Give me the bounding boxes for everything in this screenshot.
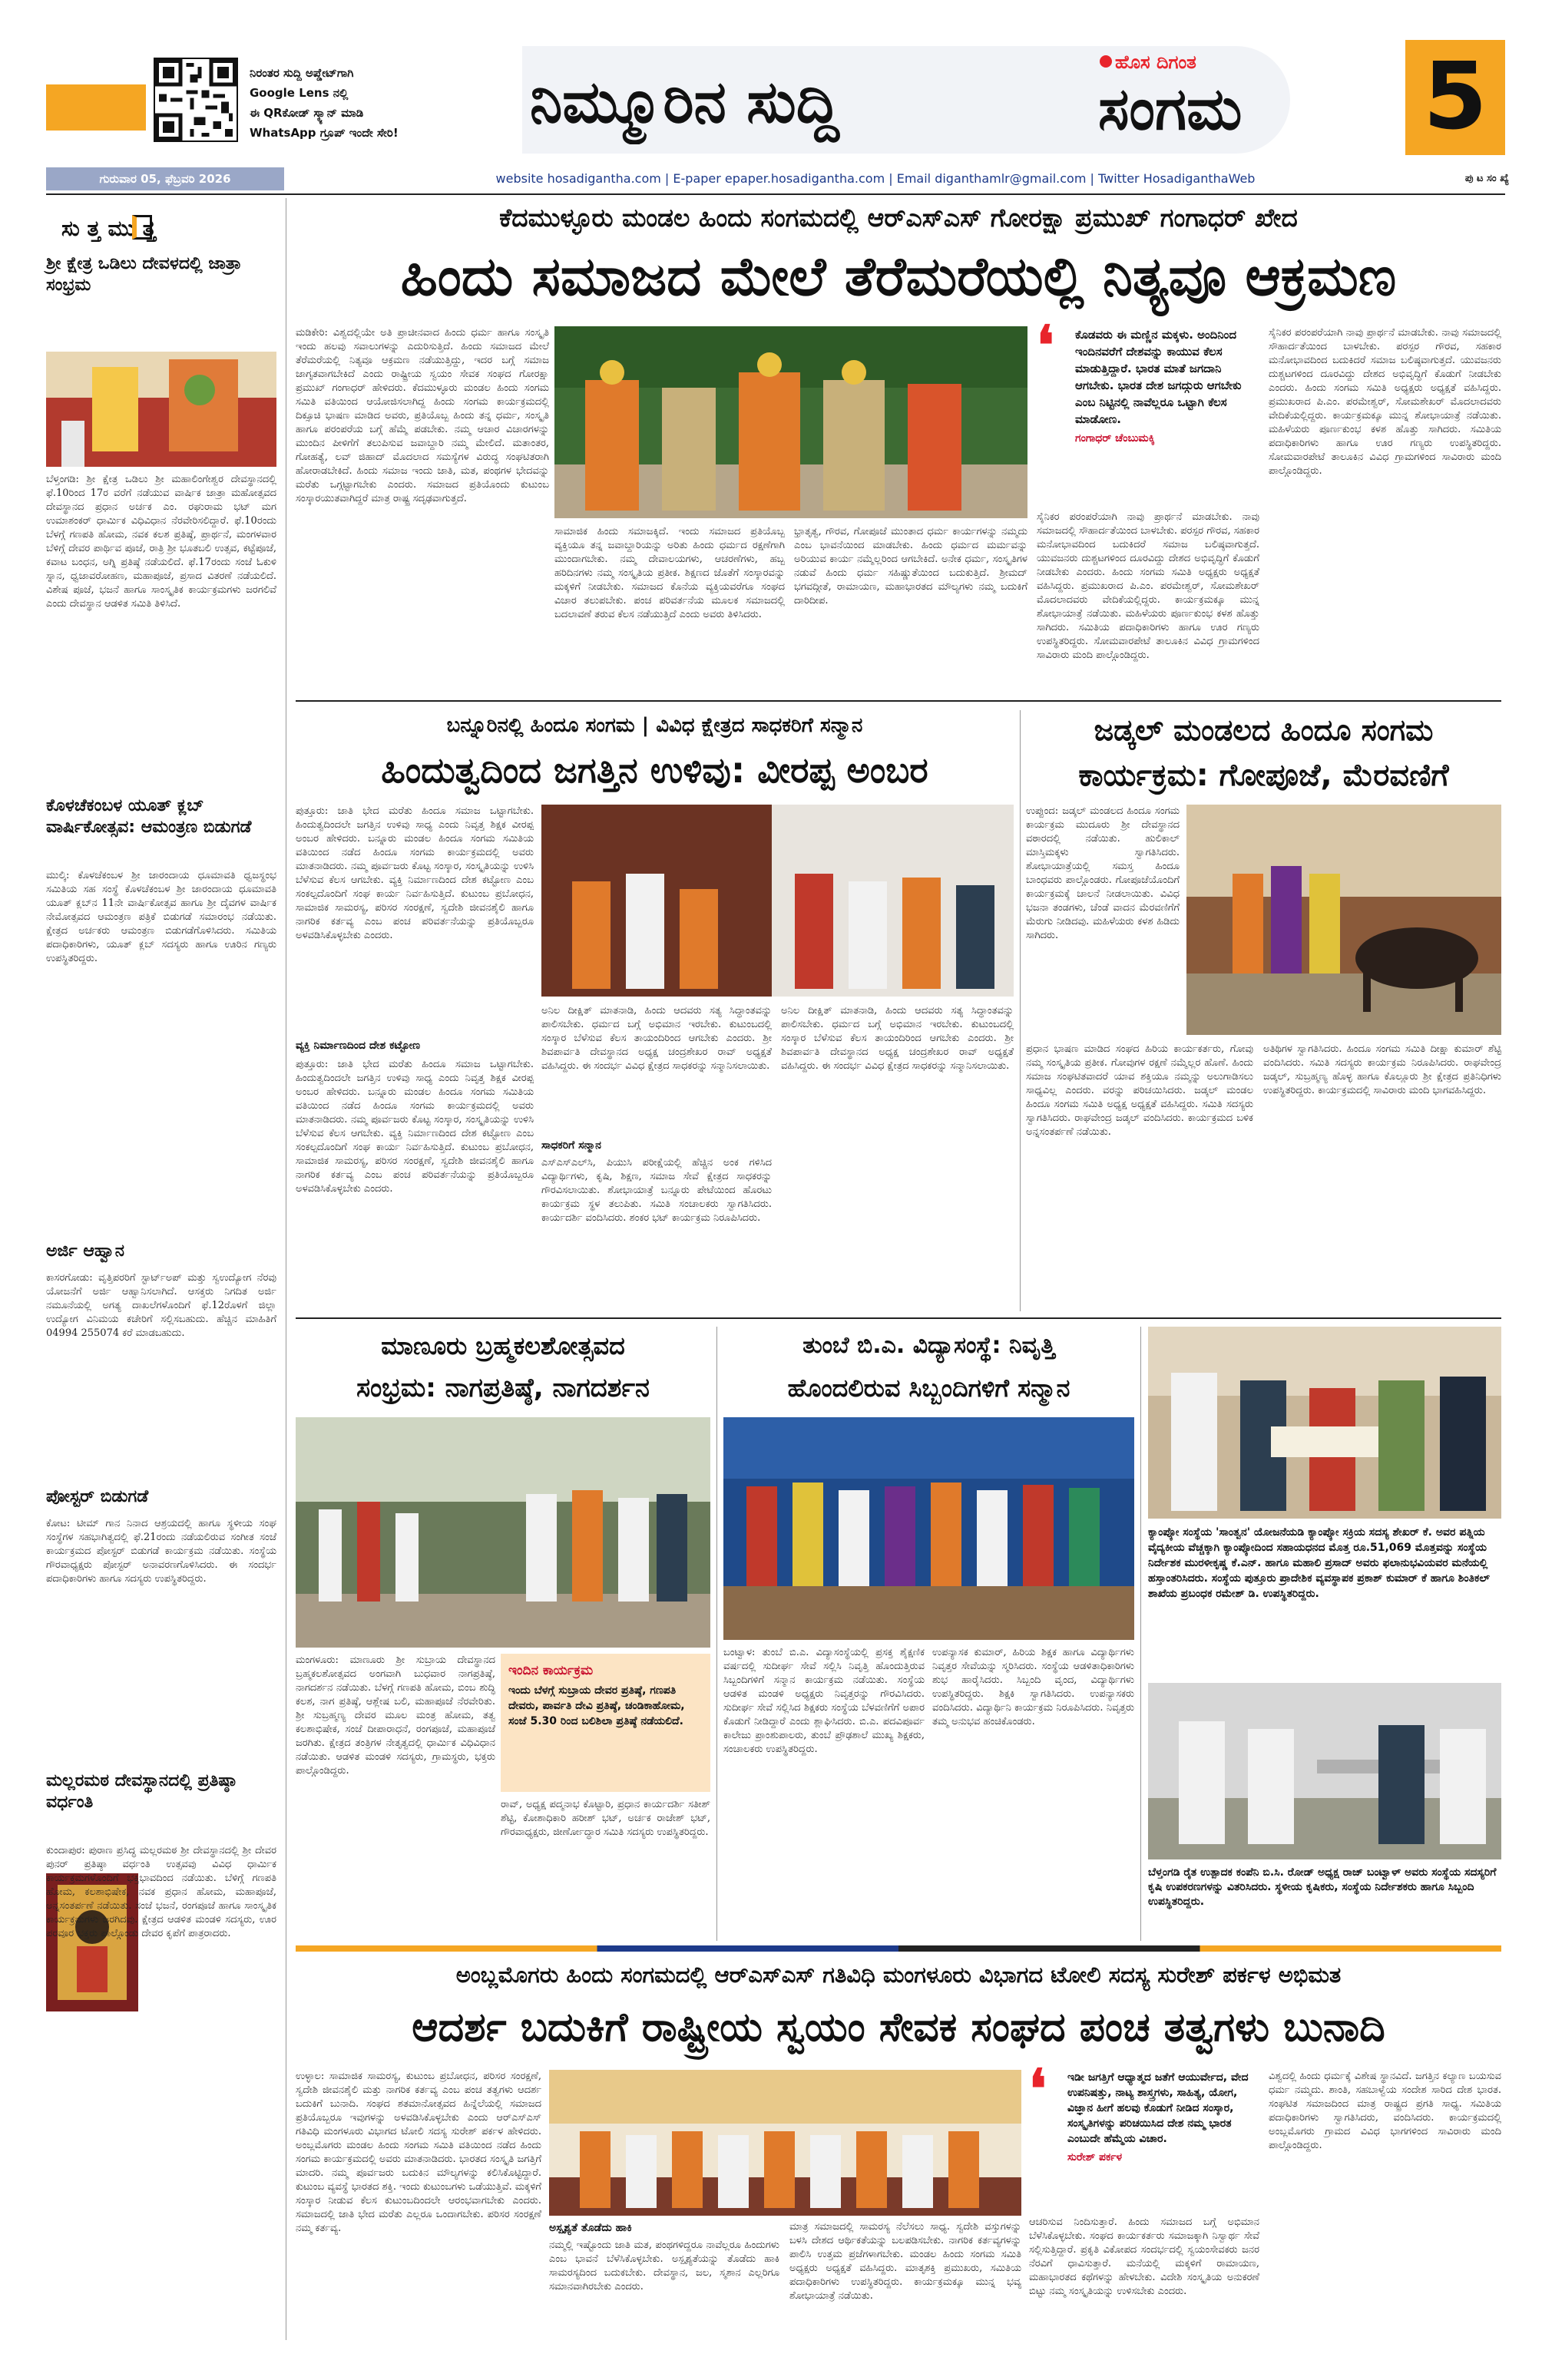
story5-body2: ಉಪನ್ಯಾಸಕ ಕುಮಾರ್, ಹಿರಿಯ ಶಿಕ್ಷಕ ಹಾಗೂ ವಿದ್ಯಾರ್ಥಿಗಳು ನಿವೃತ್ತರ ಸೇವೆಯನ್ನು ಸ್ಮರಿಸಿದರು. ಸಂಸ್ಥೆಯ ಆಡಳಿತಾಧಿಕಾರಿಗಳು ಶುಭ ಹಾರೈಸಿದರು. ಸಿಬ್ಬಂದಿ ವೃಂದ, ವಿದ್ಯಾರ್ಥಿಗಳು ಉಪಸ್ಥಿತರಿದ್ದರು. ಶಿಕ್ಷಕಿ ಸ್ವಾಗತಿಸಿದರು. ಉಪನ್ಯಾಸಕರು ವಂದಿಸಿದರು. ವಿದ್ಯಾರ್ಥಿನಿ ಕಾರ್ಯಕ್ರಮ ನಿರೂಪಿಸಿದರು. ನಿವೃತ್ತರು ತಮ್ಮ ಅನುಭವ ಹಂಚಿಕೊಂಡರು. bbox=[932, 1647, 1134, 1727]
lead-quote-box bbox=[1037, 313, 1259, 503]
story3-kicker: ಜಡ್ಕಲ್ ಮಂಡಲದ ಹಿಂದೂ ಸಂಗಮ bbox=[1094, 713, 1434, 747]
story2-headline: ಹಿಂದುತ್ವದಿಂದ ಜಗತ್ತಿನ ಉಳಿವು: ವೀರಪ್ಪ ಅಂಬರ bbox=[381, 749, 928, 791]
story2-body3-cont: ಅನಿಲ ದೀಕ್ಷಿತ್ ಮಾತನಾಡಿ, ಹಿಂದು ಆದವರು ಸತ್ಯ ಸಿದ್ಧಾಂತವನ್ನು ಪಾಲಿಸಬೇಕು. ಧರ್ಮದ ಬಗ್ಗೆ ಅಭಿಮಾನ ಇರಬೇಕು. ಕುಟುಂಬದಲ್ಲಿ ಸಂಸ್ಕಾರ ಬೆಳೆಸುವ ಕೆಲಸ ತಾಯಂದಿರಿಂದ ಆಗಬೇಕು ಎಂದರು. ಶ್ರೀ ಶಿವಪಾರ್ವತಿ ದೇವಸ್ಥಾನದ ಅಧ್ಯಕ್ಷ ಚಂದ್ರಶೇಖರ ರಾವ್ ಅಧ್ಯಕ್ಷತೆ ವಹಿಸಿದ್ದರು. ಈ ಸಂದರ್ಭ ವಿವಿಧ ಕ್ಷೇತ್ರದ ಸಾಧಕರನ್ನು ಸನ್ಮಾನಿಸಲಾಯಿತು. bbox=[781, 1005, 1014, 1072]
farmer-company-caption: ಬೆಳ್ತಂಗಡಿ ರೈತ ಉತ್ಪಾದಕ ಕಂಪೆನಿ ಬಿ.ಸಿ. ರೋಡ್ ಅಧ್ಯಕ್ಷ ರಾಜ್ ಬಂಟ್ವಾಳ್ ಅವರು ಸಂಸ್ಥೆಯ ಸದಸ್ಯರಿಗೆ ಕೃಷಿ ಉಪಕರಣಗಳನ್ನು ವಿತರಿಸಿದರು. ಸ್ಥಳೀಯ ಕೃಷಿಕರು, ಸಂಸ್ಥೆಯ ನಿರ್ದೇಶಕರು ಹಾಗೂ ಸಿಬ್ಬಂದಿ ಉಪಸ್ಥಿತರಿದ್ದರು. bbox=[1148, 1866, 1497, 1908]
story6-quote-box bbox=[1029, 2057, 1259, 2208]
mid-section-rule bbox=[296, 1317, 1501, 1319]
story4-box-text: ಇಂದು ಬೆಳಗ್ಗೆ ಸುಬ್ರಾಯ ದೇವರ ಪ್ರತಿಷ್ಠೆ, ಗಣಪತಿ ದೇವರು, ಪಾರ್ವತಿ ದೇವಿ ಪ್ರತಿಷ್ಠೆ, ಚಂಡಿಕಾಹೋಮ, ಸಂಜೆ 5.30 ರಿಂದ ಬಲಿಶಿಲಾ ಪ್ರತಿಷ್ಠೆ ನಡೆಯಲಿದೆ. bbox=[508, 1684, 685, 1727]
story4-box bbox=[501, 1654, 710, 1792]
story6-quote-author: ಸುರೇಶ್ ಪರ್ಕಳ bbox=[1067, 2151, 1123, 2163]
section-stripe bbox=[296, 1945, 1501, 1952]
sidebar-story-5-body: ಕುಂದಾಪುರ: ಪುರಾಣ ಪ್ರಸಿದ್ಧ ಮಲ್ಲರಮಠ ಶ್ರೀ ದೇವಸ್ಥಾನದಲ್ಲಿ ಶ್ರೀ ದೇವರ ಪುನರ್ ಪ್ರತಿಷ್ಠಾ ವರ್ಧಂತಿ ಉತ್ಸವವು ವಿವಿಧ ಧಾರ್ಮಿಕ ಕಾರ್ಯಕ್ರಮಗಳೊಂದಿಗೆ ಭಕ್ತಿಭಾವದಿಂದ ನಡೆಯಿತು. ಬೆಳಿಗ್ಗೆ ಗಣಪತಿ ಹೋಮ, ಕಲಶಾಭಿಷೇಕ, ನವಕ ಪ್ರಧಾನ ಹೋಮ, ಮಹಾಪೂಜೆ, ಅನ್ನಸಂತರ್ಪಣೆ ನಡೆಯಿತು. ಸಂಜೆ ಭಜನೆ, ರಂಗಪೂಜೆ ಹಾಗೂ ಸಾಂಸ್ಕೃತಿಕ ಕಾರ್ಯಕ್ರಮಗಳು ಜರಗಿದವು. ಕ್ಷೇತ್ರದ ಆಡಳಿತ ಮಂಡಳಿ ಸದಸ್ಯರು, ಊರ ಪರವೂರ ಭಕ್ತರು ಪಾಲ್ಗೊಂಡು ದೇವರ ಕೃಪೆಗೆ ಪಾತ್ರರಾದರು. bbox=[46, 1845, 276, 1939]
lead-body-left: ಮಡಿಕೇರಿ: ವಿಶ್ವದಲ್ಲಿಯೇ ಅತಿ ಪ್ರಾಚೀನವಾದ ಹಿಂದು ಧರ್ಮ ಹಾಗೂ ಸಂಸ್ಕೃತಿ ಇಂದು ಹಲವು ಸವಾಲುಗಳನ್ನು ಎದುರಿಸುತ್ತಿದೆ. ಹಿಂದು ಸಮಾಜದ ಮೇಲೆ ತೆರೆಮರೆಯಲ್ಲಿ ನಿತ್ಯವೂ ಆಕ್ರಮಣ ನಡೆಯುತ್ತಿದ್ದು, ಇದರ ಬಗ್ಗೆ ಸಮಾಜ ಜಾಗೃತವಾಗಬೇಕಿದೆ ಎಂದು ರಾಷ್ಟ್ರೀಯ ಸ್ವಯಂ ಸೇವಕ ಸಂಘದ ಗೋರಕ್ಷಾ ಪ್ರಮುಖ್ ಗಂಗಾಧರ್ ಹೇಳಿದರು. ಕೆದಮುಳ್ಳೂರು ಮಂಡಲ ಹಿಂದು ಸಂಗಮ ಸಮಿತಿ ವತಿಯಿಂದ ಆಯೋಜಿಸಲಾಗಿದ್ದ ಹಿಂದು ಸಂಗಮ ಕಾರ್ಯಕ್ರಮದಲ್ಲಿ ದಿಕ್ಸೂಚಿ ಭಾಷಣ ಮಾಡಿದ ಅವರು, ಪ್ರತಿಯೊಬ್ಬ ಹಿಂದು ತನ್ನ ಧರ್ಮ, ಸಂಸ್ಕೃತಿ ಹಾಗೂ ಪರಂಪರೆಯ ಬಗ್ಗೆ ಹೆಮ್ಮೆ ಪಡಬೇಕು. ನಮ್ಮ ಆಚಾರ ವಿಚಾರಗಳನ್ನು ಮುಂದಿನ ಪೀಳಿಗೆಗೆ ತಲುಪಿಸುವ ಜವಾಬ್ದಾರಿ ನಮ್ಮ ಮೇಲಿದೆ. ಮತಾಂತರ, ಗೋಹತ್ಯೆ, ಲವ್ ಜಿಹಾದ್ ಮೊದಲಾದ ಸಮಸ್ಯೆಗಳ ವಿರುದ್ಧ ಸಂಘಟಿತರಾಗಿ ಹೋರಾಡಬೇಕಿದೆ. ಹಿಂದು ಸಮಾಜ ಇಂದು ಜಾತಿ, ಮತ, ಪಂಥಗಳ ಭೇದವನ್ನು ಮರೆತು ಒಗ್ಗಟ್ಟಾಗಬೇಕು ಎಂದರು. ಸಮಾಜದ ಪ್ರತಿಯೊಂದು ಕುಟುಂಬ ಸಂಸ್ಕಾರಯುತವಾಗಿದ್ದರೆ ಮಾತ್ರ ರಾಷ್ಟ್ರ ಸದೃಢವಾಗುತ್ತದೆ. bbox=[296, 327, 549, 504]
story5-body: ಬಂಟ್ವಾಳ: ತುಂಬೆ ಬಿ.ಎ. ವಿದ್ಯಾಸಂಸ್ಥೆಯಲ್ಲಿ ಪ್ರಸಕ್ತ ಶೈಕ್ಷಣಿಕ ವರ್ಷದಲ್ಲಿ ಸುದೀರ್ಘ ಸೇವೆ ಸಲ್ಲಿಸಿ ನಿವೃತ್ತಿ ಹೊಂದುತ್ತಿರುವ ಸಿಬ್ಬಂದಿಗಳಿಗೆ ಸನ್ಮಾನ ಕಾರ್ಯಕ್ರಮ ನಡೆಯಿತು. ಸಂಸ್ಥೆಯ ಆಡಳಿತ ಮಂಡಳಿ ಅಧ್ಯಕ್ಷರು ನಿವೃತ್ತರನ್ನು ಗೌರವಿಸಿದರು. ಸುದೀರ್ಘ ಸೇವೆ ಸಲ್ಲಿಸಿದ ಶಿಕ್ಷಕರು ಸಂಸ್ಥೆಯ ಬೆಳವಣಿಗೆಗೆ ಅಪಾರ ಕೊಡುಗೆ ನೀಡಿದ್ದಾರೆ ಎಂದು ಶ್ಲಾಘಿಸಿದರು. ಬಿ.ಎ. ಪದವಿಪೂರ್ವ ಕಾಲೇಜು ಪ್ರಾಂಶುಪಾಲರು, ತುಂಬೆ ಪ್ರೌಢಶಾಲೆ ಮುಖ್ಯ ಶಿಕ್ಷಕರು, ಸಂಚಾಲಕರು ಉಪಸ್ಥಿತರಿದ್ದರು. bbox=[723, 1647, 925, 1755]
story3-body3: ಅತಿಥಿಗಳ ಸ್ವಾಗತಿಸಿದರು. ಹಿಂದೂ ಸಂಗಮ ಸಮಿತಿ ದೀಕ್ಷಾ ಕುಮಾರ್ ಶೆಟ್ಟಿ ವಂದಿಸಿದರು. ಸಮಿತಿ ಸದಸ್ಯರು ಕಾರ್ಯಕ್ರಮ ನಿರೂಪಿಸಿದರು. ರಾಘವೇಂದ್ರ ಜಡ್ಕಲ್, ಸುಬ್ರಹ್ಮಣ್ಯ ಹೊಳ್ಳ ಹಾಗೂ ಕೊಲ್ಲೂರು ಶ್ರೀ ಕ್ಷೇತ್ರದ ಪ್ರತಿನಿಧಿಗಳು ಉಪಸ್ಥಿತರಿದ್ದರು. ಕಾರ್ಯಕ್ರಮದಲ್ಲಿ ಸಾವಿರಾರು ಮಂದಿ ಭಾಗವಹಿಸಿದ್ದರು. bbox=[1263, 1043, 1501, 1096]
lead-body-mid: ಸಾಮಾಜಿಕ ಹಿಂದು ಸಮಾಜಕ್ಕಿದೆ. ಇಂದು ಸಮಾಜದ ಪ್ರತಿಯೊಬ್ಬ ವ್ಯಕ್ತಿಯೂ ತನ್ನ ಜವಾಬ್ದಾರಿಯನ್ನು ಅರಿತು ಹಿಂದು ಧರ್ಮದ ರಕ್ಷಣೆಗಾಗಿ ಮುಂದಾಗಬೇಕು. ನಮ್ಮ ದೇವಾಲಯಗಳು, ಆಚರಣೆಗಳು, ಹಬ್ಬ ಹರಿದಿನಗಳು ನಮ್ಮ ಸಂಸ್ಕೃತಿಯ ಪ್ರತೀಕ. ಶಿಕ್ಷಣದ ಜೊತೆಗೆ ಸಂಸ್ಕಾರವನ್ನು ಮಕ್ಕಳಿಗೆ ನೀಡಬೇಕು. ಸಮಾಜದ ಕೊನೆಯ ವ್ಯಕ್ತಿಯವರೆಗೂ ಸಂಘದ ವಿಚಾರ ತಲುಪಬೇಕು. ಪಂಚ ಪರಿವರ್ತನೆಯ ಮೂಲಕ ಸಮಾಜದಲ್ಲಿ ಬದಲಾವಣೆ ತರುವ ಕೆಲಸ ನಡೆಯುತ್ತಿದೆ ಎಂದು ಅವರು ತಿಳಿಸಿದರು. bbox=[554, 526, 785, 620]
story6-body3: ಮಾತ್ರ ಸಮಾಜದಲ್ಲಿ ಸಾಮರಸ್ಯ ನೆಲೆಸಲು ಸಾಧ್ಯ. ಸ್ವದೇಶಿ ವಸ್ತುಗಳನ್ನು ಬಳಸಿ ದೇಶದ ಆರ್ಥಿಕತೆಯನ್ನು ಬಲಪಡಿಸಬೇಕು. ನಾಗರಿಕ ಕರ್ತವ್ಯಗಳನ್ನು ಪಾಲಿಸಿ ಉತ್ತಮ ಪ್ರಜೆಗಳಾಗಬೇಕು. ಮಂಡಲ ಹಿಂದು ಸಂಗಮ ಸಮಿತಿ ಅಧ್ಯಕ್ಷರು ಅಧ್ಯಕ್ಷತೆ ವಹಿಸಿದ್ದರು. ಮಾತೃಶಕ್ತಿ ಪ್ರಮುಖರು, ಸಮಿತಿಯ ಪದಾಧಿಕಾರಿಗಳು ಉಪಸ್ಥಿತರಿದ್ದರು. ಕಾರ್ಯಕ್ರಮಕ್ಕೂ ಮುನ್ನ ಭವ್ಯ ಶೋಭಾಯಾತ್ರೆ ನಡೆಯಿತು. bbox=[789, 2221, 1021, 2302]
story2-body3: ಎಸ್‌ಎಸ್‌ಎಲ್‌ಸಿ, ಪಿಯುಸಿ ಪರೀಕ್ಷೆಯಲ್ಲಿ ಹೆಚ್ಚಿನ ಅಂಕ ಗಳಿಸಿದ ವಿದ್ಯಾರ್ಥಿಗಳು, ಕೃಷಿ, ಶಿಕ್ಷಣ, ಸಮಾಜ ಸೇವೆ ಕ್ಷೇತ್ರದ ಸಾಧಕರನ್ನು ಗೌರವಿಸಲಾಯಿತು. ಶೋಭಾಯಾತ್ರೆ ಬನ್ನೂರು ಪೇಟೆಯಿಂದ ಹೊರಟು ಕಾರ್ಯಕ್ರಮ ಸ್ಥಳ ತಲುಪಿತು. ಸಮಿತಿ ಸಂಚಾಲಕರು ಸ್ವಾಗತಿಸಿದರು. ಕಾರ್ಯದರ್ಶಿ ವಂದಿಸಿದರು. ಶಂಕರ ಭಟ್ ಕಾರ್ಯಕ್ರಮ ನಿರೂಪಿಸಿದರು. bbox=[541, 1157, 772, 1224]
lead-body-mid2: ಭ್ರಾತೃತ್ವ, ಗೌರವ, ಗೋಪೂಜೆ ಮುಂತಾದ ಧರ್ಮ ಕಾರ್ಯಗಳನ್ನು ನಮ್ಮದು ಎಂಬ ಭಾವನೆಯಿಂದ ಮಾಡಬೇಕು. ಹಿಂದು ಧರ್ಮದ ಮರ್ಮವನ್ನು ಅರಿಯುವ ಕಾರ್ಯ ನಮ್ಮೆಲ್ಲರಿಂದ ಆಗಬೇಕಿದೆ. ಅನೇಕ ಧರ್ಮ, ಸಂಸ್ಕೃತಿಗಳ ನಡುವೆ ಹಿಂದು ಧರ್ಮ ಸಹಿಷ್ಣುತೆಯಿಂದ ಬದುಕುತ್ತಿದೆ. ಶ್ರೀಮದ್ ಭಗವದ್ಗೀತೆ, ರಾಮಾಯಣ, ಮಹಾಭಾರತದ ಮೌಲ್ಯಗಳು ನಮ್ಮ ಬದುಕಿಗೆ ದಾರಿದೀಪ. bbox=[794, 526, 1027, 607]
sidebar-story-3-head: ಅರ್ಜಿ ಆಹ್ವಾನ bbox=[46, 1241, 125, 1261]
lead-body-right-a: ಸೈನಿಕರ ಪರಂಪರೆಯಾಗಿ ನಾವು ಪ್ರಾರ್ಥನೆ ಮಾಡಬೇಕು. ನಾವು ಸಮಾಜದಲ್ಲಿ ಸೌಹಾರ್ದತೆಯಿಂದ ಬಾಳಬೇಕು. ಪರಸ್ಪರ ಗೌರವ, ಸಹಕಾರ ಮನೋಭಾವದಿಂದ ಬದುಕಿದರೆ ಸಮಾಜ ಬಲಿಷ್ಠವಾಗುತ್ತದೆ. ಯುವಜನರು ದುಶ್ಚಟಗಳಿಂದ ದೂರವಿದ್ದು ದೇಶದ ಅಭಿವೃದ್ಧಿಗೆ ಕೊಡುಗೆ ನೀಡಬೇಕು ಎಂದರು. ಹಿಂದು ಸಂಗಮ ಸಮಿತಿ ಅಧ್ಯಕ್ಷರು ಅಧ್ಯಕ್ಷತೆ ವಹಿಸಿದ್ದರು. ಪ್ರಮುಖರಾದ ಪಿ.ಎಂ. ಪರಮೇಶ್ವರ್, ಸೋಮಶೇಖರ್ ಮೊದಲಾದವರು ವೇದಿಕೆಯಲ್ಲಿದ್ದರು. ಕಾರ್ಯಕ್ರಮಕ್ಕೂ ಮುನ್ನ ಶೋಭಾಯಾತ್ರೆ ನಡೆಯಿತು. ಮಹಿಳೆಯರು ಪೂರ್ಣಕುಂಭ ಕಳಶ ಹೊತ್ತು ಸಾಗಿದರು. ಸಮಿತಿಯ ಪದಾಧಿಕಾರಿಗಳು ಹಾಗೂ ಊರ ಗಣ್ಯರು ಉಪಸ್ಥಿತರಿದ್ದರು. ಸೋಮವಾರಪೇಟೆ ತಾಲೂಕಿನ ವಿವಿಧ ಗ್ರಾಮಗಳಿಂದ ಸಾವಿರಾರು ಮಂದಿ ಪಾಲ್ಗೊಂಡಿದ್ದರು. bbox=[1037, 511, 1259, 661]
farmer-company-photo bbox=[1148, 1683, 1501, 1859]
story6-body: ಉಳ್ಳಾಲ: ಸಾಮಾಜಿಕ ಸಾಮರಸ್ಯ, ಕುಟುಂಬ ಪ್ರಬೋಧನ, ಪರಿಸರ ಸಂರಕ್ಷಣೆ, ಸ್ವದೇಶಿ ಜೀವನಶೈಲಿ ಮತ್ತು ನಾಗರಿಕ ಕರ್ತವ್ಯ ಎಂಬ ಪಂಚ ತತ್ವಗಳು ಆದರ್ಶ ಬದುಕಿಗೆ ಬುನಾದಿ. ಸಂಘದ ಶತಮಾನೋತ್ಸವದ ಹಿನ್ನೆಲೆಯಲ್ಲಿ ಸಮಾಜದ ಪ್ರತಿಯೊಬ್ಬರೂ ಇವುಗಳನ್ನು ಅಳವಡಿಸಿಕೊಳ್ಳಬೇಕು ಎಂದು ಆರ್‌ಎಸ್‌ಎಸ್ ಗತಿವಿಧಿ ಮಂಗಳೂರು ವಿಭಾಗದ ಟೋಲಿ ಸದಸ್ಯ ಸುರೇಶ್ ಪರ್ಕಳ ಹೇಳಿದರು. ಅಂಬ್ಲಮೊಗರು ಮಂಡಲ ಹಿಂದು ಸಂಗಮ ಸಮಿತಿ ವತಿಯಿಂದ ನಡೆದ ಹಿಂದು ಸಂಗಮ ಕಾರ್ಯಕ್ರಮದಲ್ಲಿ ಅವರು ಮಾತನಾಡಿದರು. ಭಾರತದ ಸಂಸ್ಕೃತಿ ಜಗತ್ತಿಗೆ ಮಾದರಿ. ನಮ್ಮ ಪೂರ್ವಜರು ಬದುಕಿನ ಮೌಲ್ಯಗಳನ್ನು ಕಲಿಸಿಕೊಟ್ಟಿದ್ದಾರೆ. ಕುಟುಂಬ ವ್ಯವಸ್ಥೆ ಭಾರತದ ಶಕ್ತಿ. ಇಂದು ಕುಟುಂಬಗಳು ಒಡೆಯುತ್ತಿವೆ. ಮಕ್ಕಳಿಗೆ ಸಂಸ್ಕಾರ ನೀಡುವ ಕೆಲಸ ಕುಟುಂಬದಿಂದಲೇ ಆರಂಭವಾಗಬೇಕು ಎಂದರು. ಸಮಾಜದಲ್ಲಿ ಜಾತಿ ಭೇದ ಮರೆತು ಎಲ್ಲರೂ ಒಂದಾಗಬೇಕು. ಪರಿಸರ ಸಂರಕ್ಷಣೆ ನಮ್ಮ ಕರ್ತವ್ಯ. bbox=[296, 2071, 541, 2234]
story2-subhead2: ಸಾಧಕರಿಗೆ ಸನ್ಮಾನ bbox=[541, 1139, 601, 1152]
campco-photo bbox=[1148, 1327, 1501, 1519]
quote-mark-icon-2: ❛ bbox=[1029, 2057, 1047, 2121]
story3-headline: ಕಾರ್ಯಕ್ರಮ: ಗೋಪೂಜೆ, ಮೆರವಣಿಗೆ bbox=[1078, 758, 1449, 793]
sidebar-story-4-head: ಪೋಸ್ಟರ್ ಬಿಡುಗಡೆ bbox=[46, 1487, 149, 1506]
story4-kicker: ಮಾಣೂರು ಬ್ರಹ್ಮಕಲಶೋತ್ಸವದ bbox=[381, 1331, 625, 1360]
story2-body2: ಅನಿಲ ದೀಕ್ಷಿತ್ ಮಾತನಾಡಿ, ಹಿಂದು ಆದವರು ಸತ್ಯ ಸಿದ್ಧಾಂತವನ್ನು ಪಾಲಿಸಬೇಕು. ಧರ್ಮದ ಬಗ್ಗೆ ಅಭಿಮಾನ ಇರಬೇಕು. ಕುಟುಂಬದಲ್ಲಿ ಸಂಸ್ಕಾರ ಬೆಳೆಸುವ ಕೆಲಸ ತಾಯಂದಿರಿಂದ ಆಗಬೇಕು ಎಂದರು. ಶ್ರೀ ಶಿವಪಾರ್ವತಿ ದೇವಸ್ಥಾನದ ಅಧ್ಯಕ್ಷ ಚಂದ್ರಶೇಖರ ರಾವ್ ಅಧ್ಯಕ್ಷತೆ ವಹಿಸಿದ್ದರು. ಈ ಸಂದರ್ಭ ವಿವಿಧ ಕ್ಷೇತ್ರದ ಸಾಧಕರನ್ನು ಸನ್ಮಾನಿಸಲಾಯಿತು. bbox=[541, 1005, 772, 1072]
story6-body2: ನಮ್ಮಲ್ಲಿ ಇಷ್ಟೊಂದು ಜಾತಿ ಮತ, ಪಂಥಗಳಿದ್ದರೂ ನಾವೆಲ್ಲರೂ ಹಿಂದುಗಳು ಎಂಬ ಭಾವನೆ ಬೆಳೆಸಿಕೊಳ್ಳಬೇಕು. ಅಸ್ಪೃಶ್ಯತೆಯನ್ನು ತೊಡೆದು ಹಾಕಿ ಸಾಮರಸ್ಯದಿಂದ ಬದುಕಬೇಕು. ದೇವಸ್ಥಾನ, ಜಲ, ಸ್ಮಶಾನ ಎಲ್ಲರಿಗೂ ಸಮಾನವಾಗಿರಬೇಕು ಎಂದರು. bbox=[549, 2240, 779, 2292]
story6-subhead: ಅಸ್ಪೃಶ್ಯತೆ ತೊಡೆದು ಹಾಕಿ bbox=[549, 2222, 632, 2234]
lead-bottom-rule bbox=[296, 700, 1501, 702]
qr-instruction-text: ನಿರಂತರ ಸುದ್ದಿ ಅಪ್ಡೇಟ್‌ಗಾಗಿ Google Lens ನಲ್ಲಿ ಈ QRಕೋಡ್ ಸ್ಕ್ಯಾನ್ ಮಾಡಿ WhatsApp ಗ್ರೂಪ್ ಇಂದೇ ಸೇರಿ! bbox=[250, 66, 399, 140]
sidebar-story-1-photo bbox=[46, 352, 276, 467]
story5-kicker: ತುಂಬೆ ಬಿ.ಎ. ವಿದ್ಯಾಸಂಸ್ಥೆ: ನಿವೃತ್ತಿ bbox=[802, 1332, 1055, 1359]
issue-date: ಗುರುವಾರ 05, ಫೆಬ್ರವರಿ 2026 bbox=[99, 172, 231, 186]
sidebar-story-4-body: ಕೋಟ: ಟೀಮ್ ಗಾನ ನಿನಾದ ಆಶ್ರಯದಲ್ಲಿ ಹಾಗೂ ಸ್ಥಳೀಯ ಸಂಘ ಸಂಸ್ಥೆಗಳ ಸಹಭಾಗಿತ್ವದಲ್ಲಿ ಫೆ.21ರಂದು ನಡೆಯಲಿರುವ ಸಂಗೀತ ಸಂಜೆ ಕಾರ್ಯಕ್ರಮದ ಪೋಸ್ಟರ್ ಬಿಡುಗಡೆ ಕಾರ್ಯಕ್ರಮ ನಡೆಯಿತು. ಸಂಸ್ಥೆಯ ಗೌರವಾಧ್ಯಕ್ಷರು ಪೋಸ್ಟರ್ ಅನಾವರಣಗೊಳಿಸಿದರು. ಈ ಸಂದರ್ಭ ಪದಾಧಿಕಾರಿಗಳು ಹಾಗೂ ಸದಸ್ಯರು ಉಪಸ್ಥಿತರಿದ್ದರು. bbox=[46, 1518, 276, 1585]
story4-body2: ರಾವ್, ಅಧ್ಯಕ್ಷ ಪದ್ಮನಾಭ ಕೊಟ್ಟಾರಿ, ಪ್ರಧಾನ ಕಾರ್ಯದರ್ಶಿ ಸತೀಶ್ ಶೆಟ್ಟಿ, ಕೋಶಾಧಿಕಾರಿ ಹರೀಶ್ ಭಟ್, ಅರ್ಚಕ ರಾಜೇಶ್ ಭಟ್, ಗೌರವಾಧ್ಯಕ್ಷರು, ಜೀರ್ಣೋದ್ಧಾರ ಸಮಿತಿ ಸದಸ್ಯರು ಉಪಸ್ಥಿತರಿದ್ದರು. bbox=[501, 1799, 710, 1838]
sidebar-story-2-body: ಮುಲ್ಕಿ: ಕೊಳಚೆಕಂಬಳ ಶ್ರೀ ಜಾರಂದಾಯ ಧೂಮಾವತಿ ಧ್ವಜಸ್ಥಂಭ ಸಮಿತಿಯ ಸಹ ಸಂಸ್ಥೆ ಕೊಳಚೆಕಂಬಳ ಶ್ರೀ ಜಾರಂದಾಯ ಧೂಮಾವತಿ ಯೂತ್ ಕ್ಲಬ್‌ನ 11ನೇ ವಾರ್ಷಿಕೋತ್ಸವ ಹಾಗೂ ಶ್ರೀ ದೈವಗಳ ವಾರ್ಷಿಕ ನೇಮೋತ್ಸವದ ಆಮಂತ್ರಣ ಪತ್ರಿಕೆ ಬಿಡುಗಡೆ ಸಮಾರಂಭ ನಡೆಯಿತು. ಕ್ಷೇತ್ರದ ಅರ್ಚಕರು ಆಮಂತ್ರಣ ಬಿಡುಗಡೆಗೊಳಿಸಿದರು. ಸಮಿತಿಯ ಪದಾಧಿಕಾರಿಗಳು, ಯೂತ್ ಕ್ಲಬ್ ಸದಸ್ಯರು ಹಾಗೂ ಊರಿನ ಗಣ್ಯರು ಉಪಸ್ಥಿತರಿದ್ದರು. bbox=[46, 870, 276, 964]
brand-dot-icon bbox=[1100, 55, 1112, 68]
story2-body: ಪುತ್ತೂರು: ಜಾತಿ ಭೇದ ಮರೆತು ಹಿಂದೂ ಸಮಾಜ ಒಟ್ಟಾಗಬೇಕು. ಹಿಂದುತ್ವದಿಂದಲೇ ಜಗತ್ತಿನ ಉಳಿವು ಸಾಧ್ಯ ಎಂದು ನಿವೃತ್ತ ಶಿಕ್ಷಕ ವೀರಪ್ಪ ಅಂಬರ ಹೇಳಿದರು. ಬನ್ನೂರು ಮಂಡಲ ಹಿಂದೂ ಸಂಗಮ ಸಮಿತಿಯ ವತಿಯಿಂದ ನಡೆದ ಹಿಂದೂ ಸಂಗಮ ಕಾರ್ಯಕ್ರಮದಲ್ಲಿ ಅವರು ಮಾತನಾಡಿದರು. ನಮ್ಮ ಪೂರ್ವಜರು ಕೊಟ್ಟ ಸಂಸ್ಕಾರ, ಸಂಸ್ಕೃತಿಯನ್ನು ಉಳಿಸಿ ಬೆಳೆಸುವ ಕೆಲಸ ಆಗಬೇಕು. ವ್ಯಕ್ತಿ ನಿರ್ಮಾಣದಿಂದ ದೇಶ ಕಟ್ಟೋಣ ಎಂಬ ಸಂಕಲ್ಪದೊಂದಿಗೆ ಸಂಘ ಕಾರ್ಯ ನಿರ್ವಹಿಸುತ್ತಿದೆ. ಕುಟುಂಬ ಪ್ರಬೋಧನ, ಸಾಮಾಜಿಕ ಸಾಮರಸ್ಯ, ಪರಿಸರ ಸಂರಕ್ಷಣೆ, ಸ್ವದೇಶಿ ಜೀವನಶೈಲಿ ಹಾಗೂ ನಾಗರಿಕ ಕರ್ತವ್ಯ ಎಂಬ ಪಂಚ ಪರಿವರ್ತನೆಯನ್ನು ಪ್ರತಿಯೊಬ್ಬರೂ ಅಳವಡಿಸಿಕೊಳ್ಳಬೇಕು ಎಂದರು. bbox=[296, 805, 534, 941]
story6-body5: ವಿಶ್ವದಲ್ಲಿ ಹಿಂದು ಧರ್ಮಕ್ಕೆ ವಿಶೇಷ ಸ್ಥಾನವಿದೆ. ಜಗತ್ತಿನ ಕಲ್ಯಾಣ ಬಯಸುವ ಧರ್ಮ ನಮ್ಮದು. ಶಾಂತಿ, ಸಹಬಾಳ್ವೆಯ ಸಂದೇಶ ಸಾರಿದ ದೇಶ ಭಾರತ. ಸಂಘಟಿತ ಸಮಾಜದಿಂದ ಮಾತ್ರ ರಾಷ್ಟ್ರದ ಪ್ರಗತಿ ಸಾಧ್ಯ. ಸಮಿತಿಯ ಪದಾಧಿಕಾರಿಗಳು ಸ್ವಾಗತಿಸಿದರು, ವಂದಿಸಿದರು. ಕಾರ್ಯಕ್ರಮದಲ್ಲಿ ಅಂಬ್ಲಮೊಗರು ಗ್ರಾಮದ ವಿವಿಧ ಭಾಗಗಳಿಂದ ಸಾವಿರಾರು ಮಂದಿ ಪಾಲ್ಗೊಂಡಿದ್ದರು. bbox=[1269, 2071, 1501, 2151]
lead-body-right-b: ಸೈನಿಕರ ಪರಂಪರೆಯಾಗಿ ನಾವು ಪ್ರಾರ್ಥನೆ ಮಾಡಬೇಕು. ನಾವು ಸಮಾಜದಲ್ಲಿ ಸೌಹಾರ್ದತೆಯಿಂದ ಬಾಳಬೇಕು. ಪರಸ್ಪರ ಗೌರವ, ಸಹಕಾರ ಮನೋಭಾವದಿಂದ ಬದುಕಿದರೆ ಸಮಾಜ ಬಲಿಷ್ಠವಾಗುತ್ತದೆ. ಯುವಜನರು ದುಶ್ಚಟಗಳಿಂದ ದೂರವಿದ್ದು ದೇಶದ ಅಭಿವೃದ್ಧಿಗೆ ಕೊಡುಗೆ ನೀಡಬೇಕು ಎಂದರು. ಹಿಂದು ಸಂಗಮ ಸಮಿತಿ ಅಧ್ಯಕ್ಷರು ಅಧ್ಯಕ್ಷತೆ ವಹಿಸಿದ್ದರು. ಪ್ರಮುಖರಾದ ಪಿ.ಎಂ. ಪರಮೇಶ್ವರ್, ಸೋಮಶೇಖರ್ ಮೊದಲಾದವರು ವೇದಿಕೆಯಲ್ಲಿದ್ದರು. ಕಾರ್ಯಕ್ರಮಕ್ಕೂ ಮುನ್ನ ಶೋಭಾಯಾತ್ರೆ ನಡೆಯಿತು. ಮಹಿಳೆಯರು ಪೂರ್ಣಕುಂಭ ಕಳಶ ಹೊತ್ತು ಸಾಗಿದರು. ಸಮಿತಿಯ ಪದಾಧಿಕಾರಿಗಳು ಹಾಗೂ ಊರ ಗಣ್ಯರು ಉಪಸ್ಥಿತರಿದ್ದರು. ಸೋಮವಾರಪೇಟೆ ತಾಲೂಕಿನ ವಿವಿಧ ಗ್ರಾಮಗಳಿಂದ ಸಾವಿರಾರು ಮಂದಿ ಪಾಲ್ಗೊಂಡಿದ್ದರು. bbox=[1269, 327, 1501, 477]
sidebar-story-1-body: ಬೆಳ್ತಂಗಡಿ: ಶ್ರೀ ಕ್ಷೇತ್ರ ಒಡಿಲು ಶ್ರೀ ಮಹಾಲಿಂಗೇಶ್ವರ ದೇವಸ್ಥಾನದಲ್ಲಿ ಫೆ.10ರಿಂದ 17ರ ವರೆಗೆ ನಡೆಯುವ ವಾರ್ಷಿಕ ಜಾತ್ರಾ ಮಹೋತ್ಸವದ ದೇವಸ್ಥಾನದ ಪ್ರಧಾನ ಅರ್ಚಕ ಎಂ. ರಘುರಾಮ ಭಟ್ ಮಗ ಉಮಾಶಂಕರ್ ಧಾರ್ಮಿಕ ವಿಧಿವಿಧಾನ ನೆರವೇರಿಸಲಿದ್ದಾರೆ. ಫೆ.10ರಂದು ಬೆಳಗ್ಗೆ ಗಣಪತಿ ಹೋಮ, ನವಕ ಕಲಶ ಪ್ರತಿಷ್ಠೆ, ಪ್ರಾರ್ಥನೆ, ಮಂಗಳವಾರ ಬೆಳಿಗ್ಗೆ ದೇವರ ಪಾರ್ಥಿವ ಪೂಜೆ, ರಾತ್ರಿ ಶ್ರೀ ಭೂತಬಲಿ ಉತ್ಸವ, ಕಟ್ಟೆಪೂಜೆ, ಕವಾಟ ಬಂಧನ, ಅಗ್ನಿ ಪ್ರತಿಷ್ಠೆ ನಡೆಯಲಿದೆ. ಫೆ.17ರಂದು ಸಂಜೆ ಓಕುಳಿ ಸ್ನಾನ, ಧ್ವಜಾವರೋಹಣ, ಮಹಾಪೂಜೆ, ಪ್ರಸಾದ ವಿತರಣೆ ನಡೆಯಲಿದೆ. ವಿಶೇಷ ಪೂಜೆ, ಭಜನೆ ಹಾಗೂ ಸಾಂಸ್ಕೃತಿಕ ಕಾರ್ಯಕ್ರಮಗಳು ಜರಗಲಿವೆ ಎಂದು ದೇವಸ್ಥಾನ ಆಡಳಿತ ಸಮಿತಿ ತಿಳಿಸಿದೆ. bbox=[46, 474, 276, 610]
story6-kicker: ಅಂಬ್ಲಮೊಗರು ಹಿಂದು ಸಂಗಮದಲ್ಲಿ ಆರ್‌ಎಸ್‌ಎಸ್ ಗತಿವಿಧಿ ಮಂಗಳೂರು ವಿಭಾಗದ ಟೋಲಿ ಸದಸ್ಯ ಸುರೇಶ್ ಪರ್ಕಳ ಅಭಿಮತ bbox=[455, 1962, 1342, 1988]
story2-body-cont: ಪುತ್ತೂರು: ಜಾತಿ ಭೇದ ಮರೆತು ಹಿಂದೂ ಸಮಾಜ ಒಟ್ಟಾಗಬೇಕು. ಹಿಂದುತ್ವದಿಂದಲೇ ಜಗತ್ತಿನ ಉಳಿವು ಸಾಧ್ಯ ಎಂದು ನಿವೃತ್ತ ಶಿಕ್ಷಕ ವೀರಪ್ಪ ಅಂಬರ ಹೇಳಿದರು. ಬನ್ನೂರು ಮಂಡಲ ಹಿಂದೂ ಸಂಗಮ ಸಮಿತಿಯ ವತಿಯಿಂದ ನಡೆದ ಹಿಂದೂ ಸಂಗಮ ಕಾರ್ಯಕ್ರಮದಲ್ಲಿ ಅವರು ಮಾತನಾಡಿದರು. ನಮ್ಮ ಪೂರ್ವಜರು ಕೊಟ್ಟ ಸಂಸ್ಕಾರ, ಸಂಸ್ಕೃತಿಯನ್ನು ಉಳಿಸಿ ಬೆಳೆಸುವ ಕೆಲಸ ಆಗಬೇಕು. ವ್ಯಕ್ತಿ ನಿರ್ಮಾಣದಿಂದ ದೇಶ ಕಟ್ಟೋಣ ಎಂಬ ಸಂಕಲ್ಪದೊಂದಿಗೆ ಸಂಘ ಕಾರ್ಯ ನಿರ್ವಹಿಸುತ್ತಿದೆ. ಕುಟುಂಬ ಪ್ರಬೋಧನ, ಸಾಮಾಜಿಕ ಸಾಮರಸ್ಯ, ಪರಿಸರ ಸಂರಕ್ಷಣೆ, ಸ್ವದೇಶಿ ಜೀವನಶೈಲಿ ಹಾಗೂ ನಾಗರಿಕ ಕರ್ತವ್ಯ ಎಂಬ ಪಂಚ ಪರಿವರ್ತನೆಯನ್ನು ಪ್ರತಿಯೊಬ್ಬರೂ ಅಳವಡಿಸಿಕೊಳ್ಳಬೇಕು ಎಂದರು. bbox=[296, 1059, 534, 1195]
lead-photo bbox=[554, 326, 1027, 518]
masthead bbox=[0, 0, 1542, 167]
sidebar-story-2-head: ಕೊಳಚೆಕಂಬಳ ಯೂತ್ ಕ್ಲಬ್ ವಾರ್ಷಿಕೋತ್ಸವ: ಆಮಂತ್ರಣ ಬಿಡುಗಡೆ bbox=[46, 796, 252, 837]
story6-photo bbox=[549, 2070, 1021, 2216]
story2-subhead: ವ್ಯಕ್ತಿ ನಿರ್ಮಾಣದಿಂದ ದೇಶ ಕಟ್ಟೋಣ bbox=[296, 1040, 421, 1052]
story4-photo bbox=[296, 1417, 710, 1648]
orange-accent-block bbox=[46, 84, 146, 131]
story2-photo bbox=[541, 805, 1014, 997]
lead-kicker: ಕೆದಮುಳ್ಳೂರು ಮಂಡಲ ಹಿಂದು ಸಂಗಮದಲ್ಲಿ ಆರ್‌ಎಸ್‌ಎಸ್ ಗೋರಕ್ಷಾ ಪ್ರಮುಖ್ ಗಂಗಾಧರ್ ಖೇದ bbox=[499, 203, 1298, 233]
story6-quote: ಇಡೀ ಜಗತ್ತಿಗೆ ಆಧ್ಯಾತ್ಮದ ಜತೆಗೆ ಆಯುರ್ವೇದ, ವೇದ ಉಪನಿಷತ್ತು, ನಾಟ್ಯ ಶಾಸ್ತ್ರಗಳು, ಸಾಹಿತ್ಯ, ಯೋಗ, ವಿಜ್ಞಾನ ಹೀಗೆ ಹಲವು ಕೊಡುಗೆ ನೀಡಿದ ಸಂಸ್ಕಾರ, ಸಂಸ್ಕೃತಿಗಳನ್ನು ಪರಿಚಯಿಸಿದ ದೇಶ ನಮ್ಮ ಭಾರತ ಎಂಬುದೇ ಹೆಮ್ಮೆಯ ವಿಚಾರ. bbox=[1067, 2071, 1249, 2145]
sidebar-story-3-body: ಕಾಸರಗೋಡು: ವೃತ್ತಿಪರರಿಗೆ ಸ್ಟಾರ್ಟ್‌ಅಪ್ ಮತ್ತು ಸ್ವಉದ್ಯೋಗ ನೆರವು ಯೋಜನೆಗೆ ಅರ್ಜಿ ಆಹ್ವಾನಿಸಲಾಗಿದೆ. ಆಸಕ್ತರು ನಿಗದಿತ ಅರ್ಜಿ ನಮೂನೆಯಲ್ಲಿ ಅಗತ್ಯ ದಾಖಲೆಗಳೊಂದಿಗೆ ಫೆ.12ರೊಳಗೆ ಜಿಲ್ಲಾ ಉದ್ಯೋಗ ವಿನಿಮಯ ಕಚೇರಿಗೆ ಸಲ್ಲಿಸಬಹುದು. ಹೆಚ್ಚಿನ ಮಾಹಿತಿಗೆ 04994 255074 ಕರೆ ಮಾಡಬಹುದು. bbox=[46, 1272, 276, 1339]
web-links-bar: website hosadigantha.com | E-paper epaper.hosadigantha.com | Email diganthamlr@gmail.com | Twitter HosadiganthaWeb bbox=[495, 171, 1256, 186]
masthead-title: ನಿಮ್ಮೂರಿನ ಸುದ್ದಿ bbox=[530, 68, 839, 136]
qr-code bbox=[154, 58, 238, 142]
page-ref: ಪು ಟ ಸಂ ಖ್ಯೆ bbox=[1464, 173, 1509, 184]
story4-divider bbox=[716, 1327, 717, 1941]
brand-big: ಸಂಗಮ bbox=[1098, 74, 1243, 143]
story6-body4: ಆಚರಿಸುವ ನಿಂದಿಸುತ್ತಾರೆ. ಹಿಂದು ಸಮಾಜದ ಬಗ್ಗೆ ಅಭಿಮಾನ ಬೆಳೆಸಿಕೊಳ್ಳಬೇಕು. ಸಂಘದ ಕಾರ್ಯಕರ್ತರು ಸಮಾಜಕ್ಕಾಗಿ ನಿಸ್ವಾರ್ಥ ಸೇವೆ ಸಲ್ಲಿಸುತ್ತಿದ್ದಾರೆ. ಪ್ರಕೃತಿ ವಿಕೋಪದ ಸಂದರ್ಭದಲ್ಲಿ ಸ್ವಯಂಸೇವಕರು ಜನರ ನೆರವಿಗೆ ಧಾವಿಸುತ್ತಾರೆ. ಮನೆಯಲ್ಲಿ ಮಕ್ಕಳಿಗೆ ರಾಮಾಯಣ, ಮಹಾಭಾರತದ ಕಥೆಗಳನ್ನು ಹೇಳಬೇಕು. ವಿದೇಶಿ ಸಂಸ್ಕೃತಿಯ ಅನುಕರಣೆ ಬಿಟ್ಟು ನಮ್ಮ ಸಂಸ್ಕೃತಿಯನ್ನು ಉಳಿಸಬೇಕು ಎಂದರು. bbox=[1029, 2216, 1259, 2297]
story3-body: ಉಪ್ಪುಂದ: ಜಡ್ಕಲ್ ಮಂಡಲದ ಹಿಂದೂ ಸಂಗಮ ಕಾರ್ಯಕ್ರಮ ಮುದೂರು ಶ್ರೀ ದೇವಸ್ಥಾನದ ವಠಾರದಲ್ಲಿ ನಡೆಯಿತು. ಹುಲಿಕಾಲ್ ಮಾಸ್ತಿಮಕ್ಕಳು ಸ್ವಾಗತಿಸಿದರು. ಶೋಭಾಯಾತ್ರೆಯಲ್ಲಿ ಸಮಸ್ತ ಹಿಂದೂ ಬಾಂಧವರು ಪಾಲ್ಗೊಂಡರು. ಗೋಪೂಜೆಯೊಂದಿಗೆ ಕಾರ್ಯಕ್ರಮಕ್ಕೆ ಚಾಲನೆ ನೀಡಲಾಯಿತು. ವಿವಿಧ ಭಜನಾ ತಂಡಗಳು, ಚೆಂಡೆ ವಾದನ ಮೆರವಣಿಗೆಗೆ ಮೆರುಗು ನೀಡಿದವು. ಮಹಿಳೆಯರು ಕಳಶ ಹಿಡಿದು ಸಾಗಿದರು. bbox=[1026, 805, 1180, 941]
lead-quote-author: ಗಂಗಾಧರ್ ಚೆಂಬುಮಕ್ಕಿ bbox=[1075, 432, 1155, 445]
masthead-rule bbox=[46, 193, 1505, 195]
story3-body2: ಪ್ರಧಾನ ಭಾಷಣ ಮಾಡಿದ ಸಂಘದ ಹಿರಿಯ ಕಾರ್ಯಕರ್ತರು, ಗೋವು ನಮ್ಮ ಸಂಸ್ಕೃತಿಯ ಪ್ರತೀಕ. ಗೋವುಗಳ ರಕ್ಷಣೆ ನಮ್ಮೆಲ್ಲರ ಹೊಣೆ. ಹಿಂದು ಸಮಾಜ ಸಂಘಟಿತವಾದರೆ ಯಾವ ಶಕ್ತಿಯೂ ನಮ್ಮನ್ನು ಅಲುಗಾಡಿಸಲು ಸಾಧ್ಯವಿಲ್ಲ ಎಂದರು. ವರನ್ನು ಪರಿಚಯಿಸಿದರು. ಜಡ್ಕಲ್ ಮಂಡಲ ಹಿಂದೂ ಸಂಗಮ ಸಮಿತಿ ಅಧ್ಯಕ್ಷ ಅಧ್ಯಕ್ಷತೆ ವಹಿಸಿದ್ದರು. ಸಮಿತಿ ಸದಸ್ಯರು ಸ್ವಾಗತಿಸಿದರು. ರಾಘವೇಂದ್ರ ಜಡ್ಕಲ್ ವಂದಿಸಿದರು. ಕಾರ್ಯಕ್ರಮದ ಬಳಿಕ ಅನ್ನಸಂತರ್ಪಣೆ ನಡೆಯಿತು. bbox=[1026, 1043, 1253, 1138]
story6-headline: ಆದರ್ಶ ಬದುಕಿಗೆ ರಾಷ್ಟ್ರೀಯ ಸ್ವಯಂ ಸೇವಕ ಸಂಘದ ಪಂಚ ತತ್ವಗಳು ಬುನಾದಿ bbox=[412, 2005, 1385, 2051]
sidebar-book-icon bbox=[132, 215, 152, 240]
story3-photo bbox=[1186, 805, 1501, 1035]
story4-headline: ಸಂಭ್ರಮ: ನಾಗಪ್ರತಿಷ್ಠೆ, ನಾಗದರ್ಶನ bbox=[356, 1373, 650, 1403]
sidebar-story-5-head: ಮಲ್ಲರಮಠ ದೇವಸ್ಥಾನದಲ್ಲಿ ಪ್ರತಿಷ್ಠಾ ವರ್ಧಂತಿ bbox=[46, 1771, 237, 1812]
lead-headline: ಹಿಂದು ಸಮಾಜದ ಮೇಲೆ ತೆರೆಮರೆಯಲ್ಲಿ ನಿತ್ಯವೂ ಆಕ್ರಮಣ bbox=[400, 245, 1397, 308]
story5-photo bbox=[723, 1417, 1134, 1640]
campco-caption: ಕ್ಯಾಂಪ್ಕೋ ಸಂಸ್ಥೆಯ 'ಸಾಂತ್ವನ' ಯೋಜನೆಯಡಿ ಕ್ಯಾಂಪ್ಕೋ ಸಕ್ರಿಯ ಸದಸ್ಯ ಶೇಖರ್ ಕೆ. ಅವರ ಪತ್ನಿಯ ವೈದ್ಯಕೀಯ ವೆಚ್ಚಕ್ಕಾಗಿ ಕ್ಯಾಂಪ್ಕೋದಿಂದ ಸಹಾಯಧನದ ಮೊತ್ತ ರೂ.51,069 ಮೊತ್ತವನ್ನು ಸಂಸ್ಥೆಯ ನಿರ್ದೇಶಕ ಮುರಳೀಕೃಷ್ಣ ಕೆ.ಎನ್. ಹಾಗೂ ಮಹಾಲಿ ಪ್ರಸಾದ್ ಅವರು ಫಲಾನುಭವಿಯವರ ಮನೆಯಲ್ಲಿ ಹಸ್ತಾಂತರಿಸಿದರು. ಸಂಸ್ಥೆಯ ಪುತ್ತೂರು ಪ್ರಾದೇಶಿಕ ವ್ಯವಸ್ಥಾಪಕ ಪ್ರಕಾಶ್ ಕುಮಾರ್ ಕೆ ಹಾಗೂ ಶಿಂತಿಕಲ್ ಶಾಖೆಯ ಪ್ರಬಂಧಕ ರಮೇಶ್ ಡಿ. ಉಪಸ್ಥಿತರಿದ್ದರು. bbox=[1148, 1526, 1490, 1600]
quote-mark-icon: ❛ bbox=[1037, 313, 1054, 377]
story4-body: ಮಂಗಳೂರು: ಮಾಣೂರು ಶ್ರೀ ಸುಬ್ರಾಯ ದೇವಸ್ಥಾನದ ಬ್ರಹ್ಮಕಲಶೋತ್ಸವದ ಅಂಗವಾಗಿ ಬುಧವಾರ ನಾಗಪ್ರತಿಷ್ಠೆ, ನಾಗದರ್ಶನ ನಡೆಯಿತು. ಬೆಳಗ್ಗೆ ಗಣಪತಿ ಹೋಮ, ಬಿಂಬ ಶುದ್ಧಿ ಕಲಶ, ನಾಗ ಪ್ರತಿಷ್ಠೆ, ಆಶ್ಲೇಷ ಬಲಿ, ಮಹಾಪೂಜೆ ನೆರವೇರಿತು. ಶ್ರೀ ಸುಬ್ರಹ್ಮಣ್ಯ ದೇವರ ಮೂಲ ಮಂತ್ರ ಹೋಮ, ತತ್ವ ಕಲಶಾಭಿಷೇಕ, ಸಂಜೆ ದೀಪಾರಾಧನೆ, ರಂಗಪೂಜೆ, ಮಹಾಪೂಜೆ ಜರಗಿತು. ಕ್ಷೇತ್ರದ ತಂತ್ರಿಗಳ ನೇತೃತ್ವದಲ್ಲಿ ಧಾರ್ಮಿಕ ವಿಧಿವಿಧಾನ ನಡೆಯಿತು. ಆಡಳಿತ ಮಂಡಳಿ ಸದಸ್ಯರು, ಗ್ರಾಮಸ್ಥರು, ಭಕ್ತರು ಪಾಲ್ಗೊಂಡಿದ್ದರು. bbox=[296, 1654, 495, 1777]
brand-small: ಹೊಸ ದಿಗಂತ bbox=[1115, 51, 1196, 73]
story4-box-title: ಇಂದಿನ ಕಾರ್ಯಕ್ರಮ bbox=[508, 1663, 594, 1678]
page-number: 5 bbox=[1423, 44, 1487, 150]
lead-quote: ಕೊಡವರು ಈ ಮಣ್ಣಿನ ಮಕ್ಕಳು. ಅಂದಿನಿಂದ ಇಂದಿನವರೆಗೆ ದೇಶವನ್ನು ಕಾಯುವ ಕೆಲಸ ಮಾಡುತ್ತಿದ್ದಾರೆ. ಭಾರತ ಮಾತೆ ಜಗದಾನಿ ಆಗಬೇಕು. ಭಾರತ ದೇಶ ಜಗದ್ಗುರು ಆಗಬೇಕು ಎಂಬ ನಿಟ್ಟಿನಲ್ಲಿ ನಾವೆಲ್ಲರೂ ಒಟ್ಟಾಗಿ ಕೆಲಸ ಮಾಡೋಣ. bbox=[1075, 328, 1242, 426]
story2-kicker: ಬನ್ನೂರಿನಲ್ಲಿ ಹಿಂದೂ ಸಂಗಮ | ವಿವಿಧ ಕ್ಷೇತ್ರದ ಸಾಧಕರಿಗೆ ಸನ್ಮಾನ bbox=[446, 714, 863, 737]
story5-divider bbox=[1140, 1327, 1141, 1941]
sidebar-story-1-head: ಶ್ರೀ ಕ್ಷೇತ್ರ ಒಡಿಲು ದೇವಳದಲ್ಲಿ ಜಾತ್ರಾ ಸಂಭ್ರಮ bbox=[46, 254, 242, 295]
sidebar-label: ಸು ತ್ತ ಮು ತ್ತ bbox=[61, 216, 156, 241]
story5-headline: ಹೊಂದಲಿರುವ ಸಿಬ್ಬಂದಿಗಳಿಗೆ ಸನ್ಮಾನ bbox=[787, 1373, 1070, 1403]
story2-divider bbox=[1020, 710, 1021, 1311]
